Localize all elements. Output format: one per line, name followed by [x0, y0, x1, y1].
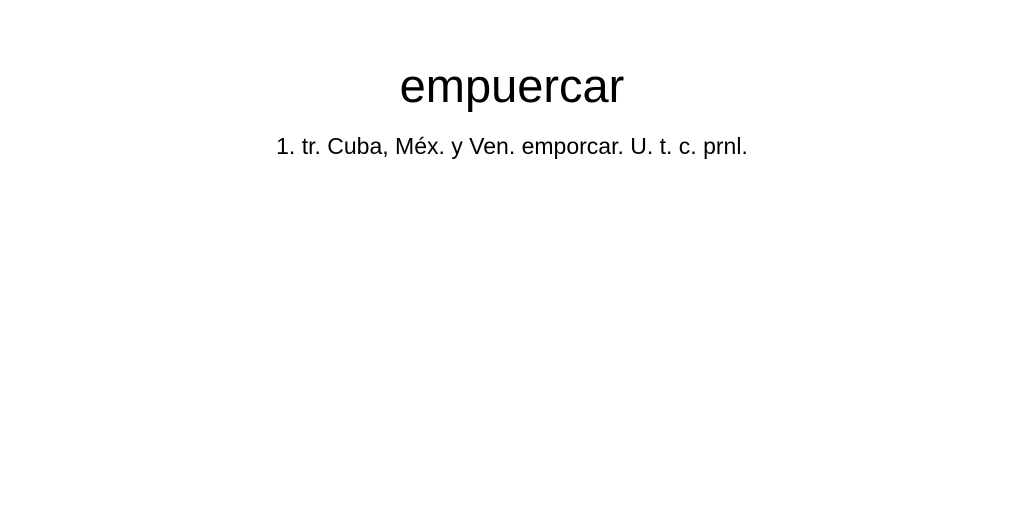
definition-text: 1. tr. Cuba, Méx. y Ven. emporcar. U. t. c. prnl.: [276, 133, 748, 159]
headword: empuercar: [399, 59, 625, 112]
